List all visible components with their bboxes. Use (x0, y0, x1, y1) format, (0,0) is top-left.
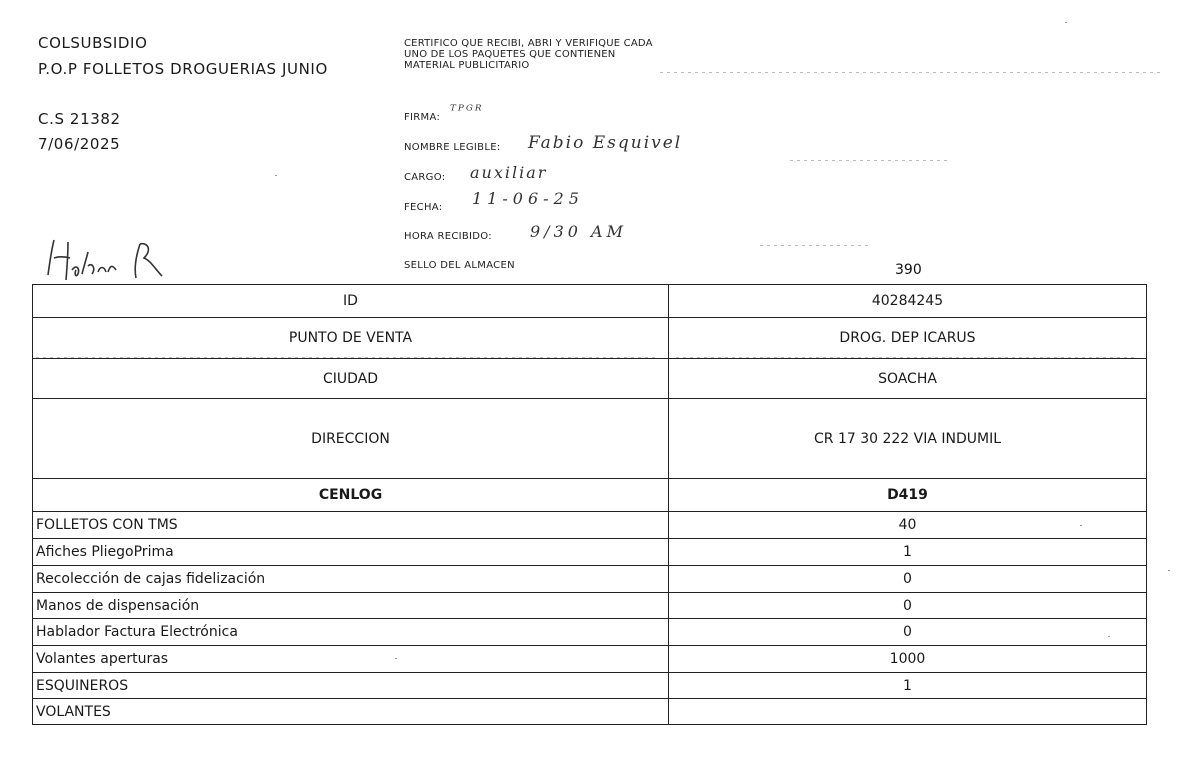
item-qty (669, 699, 1147, 725)
cargo-label: CARGO: (404, 172, 446, 183)
table-row (33, 318, 1147, 359)
certificate-statement: CERTIFICO QUE RECIBI, ABRI Y VERIFIQUE CADA UNO DE LOS PAQUETES QUE CONTIENEN MATERIAL PUBLICITARIO (404, 38, 653, 71)
form-number: 390 (895, 262, 922, 278)
firma-label: FIRMA: (404, 112, 441, 123)
hora-handwriting: 9/30 AM (530, 222, 627, 241)
row-label: PUNTO DE VENTA (33, 318, 669, 359)
cs-code: C.S 21382 (38, 110, 121, 128)
firma-handwriting: ᵀᴾᴳᴿ (450, 103, 484, 119)
scan-noise (660, 72, 1160, 73)
hora-label: HORA RECIBIDO: (404, 231, 492, 242)
scan-noise (1168, 570, 1170, 571)
table-row (33, 646, 1147, 673)
campaign-title: P.O.P FOLLETOS DROGUERIAS JUNIO (38, 60, 328, 78)
scan-noise (1108, 636, 1110, 637)
table-row (33, 593, 1147, 619)
row-value: SOACHA (669, 359, 1147, 399)
scan-noise (1065, 22, 1067, 23)
document-date: 7/06/2025 (38, 135, 121, 153)
fecha-label: FECHA: (404, 202, 443, 213)
item-qty: 1 (669, 539, 1147, 566)
signature-mark (40, 230, 180, 285)
table-row (33, 399, 1147, 479)
fecha-handwriting: 11-06-25 (472, 189, 584, 208)
table-row (33, 359, 1147, 399)
item-name: Volantes aperturas (33, 646, 669, 673)
item-name: VOLANTES (33, 699, 669, 725)
item-qty: 0 (669, 593, 1147, 619)
scan-noise (760, 245, 870, 246)
item-qty: 0 (669, 619, 1147, 646)
delivery-table (32, 284, 1147, 725)
scan-noise (676, 357, 1136, 358)
table-row (33, 479, 1147, 512)
nombre-label: NOMBRE LEGIBLE: (404, 142, 501, 153)
item-name: Recolección de cajas fidelización (33, 566, 669, 593)
item-qty: 1000 (669, 646, 1147, 673)
row-value: 40284245 (669, 285, 1147, 318)
table-row (33, 673, 1147, 699)
row-label: DIRECCION (33, 399, 669, 479)
company-name: COLSUBSIDIO (38, 34, 148, 52)
item-name: Afiches PliegoPrima (33, 539, 669, 566)
row-label: ID (33, 285, 669, 318)
item-qty: 0 (669, 566, 1147, 593)
scan-noise (36, 357, 656, 358)
cargo-handwriting: auxiliar (470, 163, 548, 182)
table-row (33, 512, 1147, 539)
table-row (33, 699, 1147, 725)
item-name: FOLLETOS CON TMS (33, 512, 669, 539)
scan-noise (395, 658, 397, 659)
scan-noise (1080, 525, 1082, 526)
item-name: Manos de dispensación (33, 593, 669, 619)
nombre-handwriting: Fabio Esquivel (528, 133, 683, 153)
scan-noise (790, 160, 950, 161)
sello-label: SELLO DEL ALMACEN (404, 260, 515, 271)
row-value: DROG. DEP ICARUS (669, 318, 1147, 359)
table-row (33, 539, 1147, 566)
item-name: Hablador Factura Electrónica (33, 619, 669, 646)
table-row (33, 619, 1147, 646)
table-row (33, 285, 1147, 318)
row-label: CENLOG (33, 479, 669, 512)
row-value: CR 17 30 222 VIA INDUMIL (669, 399, 1147, 479)
item-qty: 1 (669, 673, 1147, 699)
item-name: ESQUINEROS (33, 673, 669, 699)
scan-noise (275, 175, 277, 176)
item-qty: 40 (669, 512, 1147, 539)
table-row (33, 566, 1147, 593)
row-value: D419 (669, 479, 1147, 512)
row-label: CIUDAD (33, 359, 669, 399)
